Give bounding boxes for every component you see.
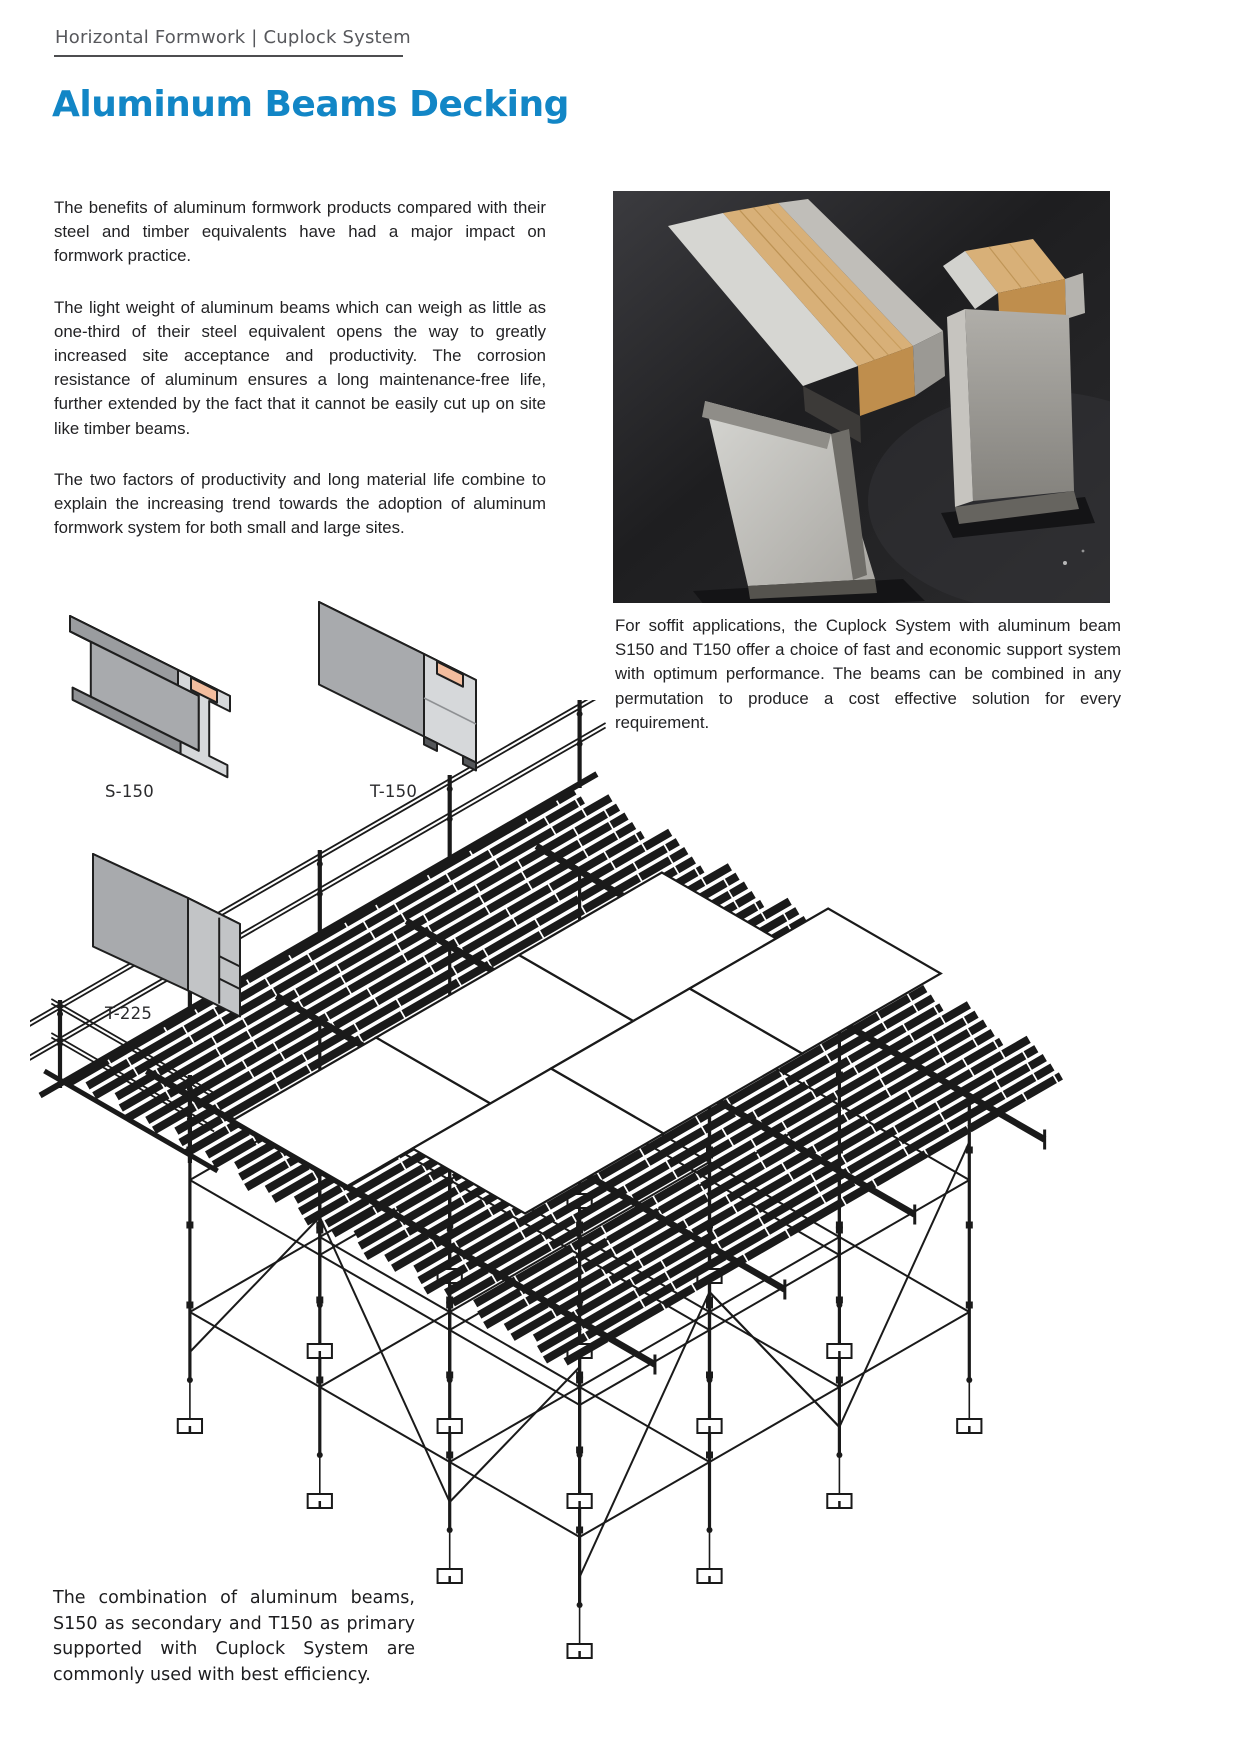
beam-diagram-t150 [296,576,496,808]
footer-note: The combination of aluminum beams, S150 as secondary and T150 as primary supported with Cuplock System are commonly used with best efficiency. [53,1588,415,1685]
intro-paragraph-1: The benefits of aluminum formwork products compared with their steel and timber equivalents have had a major impact on formwork practice. [54,198,546,266]
beam-diagram-t225 [60,850,260,1032]
breadcrumb: Horizontal Formwork | Cuplock System [55,27,411,48]
s150-beam-illustration [60,590,245,782]
intro-paragraph-2: The light weight of aluminum beams which can weigh as little as one-third of their steel equivalent opens the way to greatly increased site acceptance and productivity. The corrosion resistance of aluminum ensures a long maintenance-free life, further extended by the fact that it cannot be easily cut up on site like timber beams. [54,297,546,438]
breadcrumb-underline [54,55,403,57]
page-title: Aluminum Beams Decking [52,84,569,125]
photo-caption: For soffit applications, the Cuplock System with aluminum beam S150 and T150 offer a choice of fast and economic support system with optimum performance. The beams can be combined in any permutation to produce a cost effective solution for every requirement. [615,614,1121,735]
beam-diagram-s150 [60,590,250,808]
intro-text [54,196,546,567]
beam-label-t150: T-150 [370,782,418,801]
beam-label-s150: S-150 [105,782,154,801]
aluminum-beams-photo-art [613,191,1110,603]
aluminum-beams-photo [613,191,1110,603]
t150-beam-illustration [296,576,491,774]
beam-label-t225: T-225 [105,1004,153,1023]
intro-paragraph-3: The two factors of productivity and long material life combine to explain the increasing trend towards the adoption of aluminum formwork system for both small and large sites. [54,469,546,538]
t225-beam-illustration [60,850,255,1028]
